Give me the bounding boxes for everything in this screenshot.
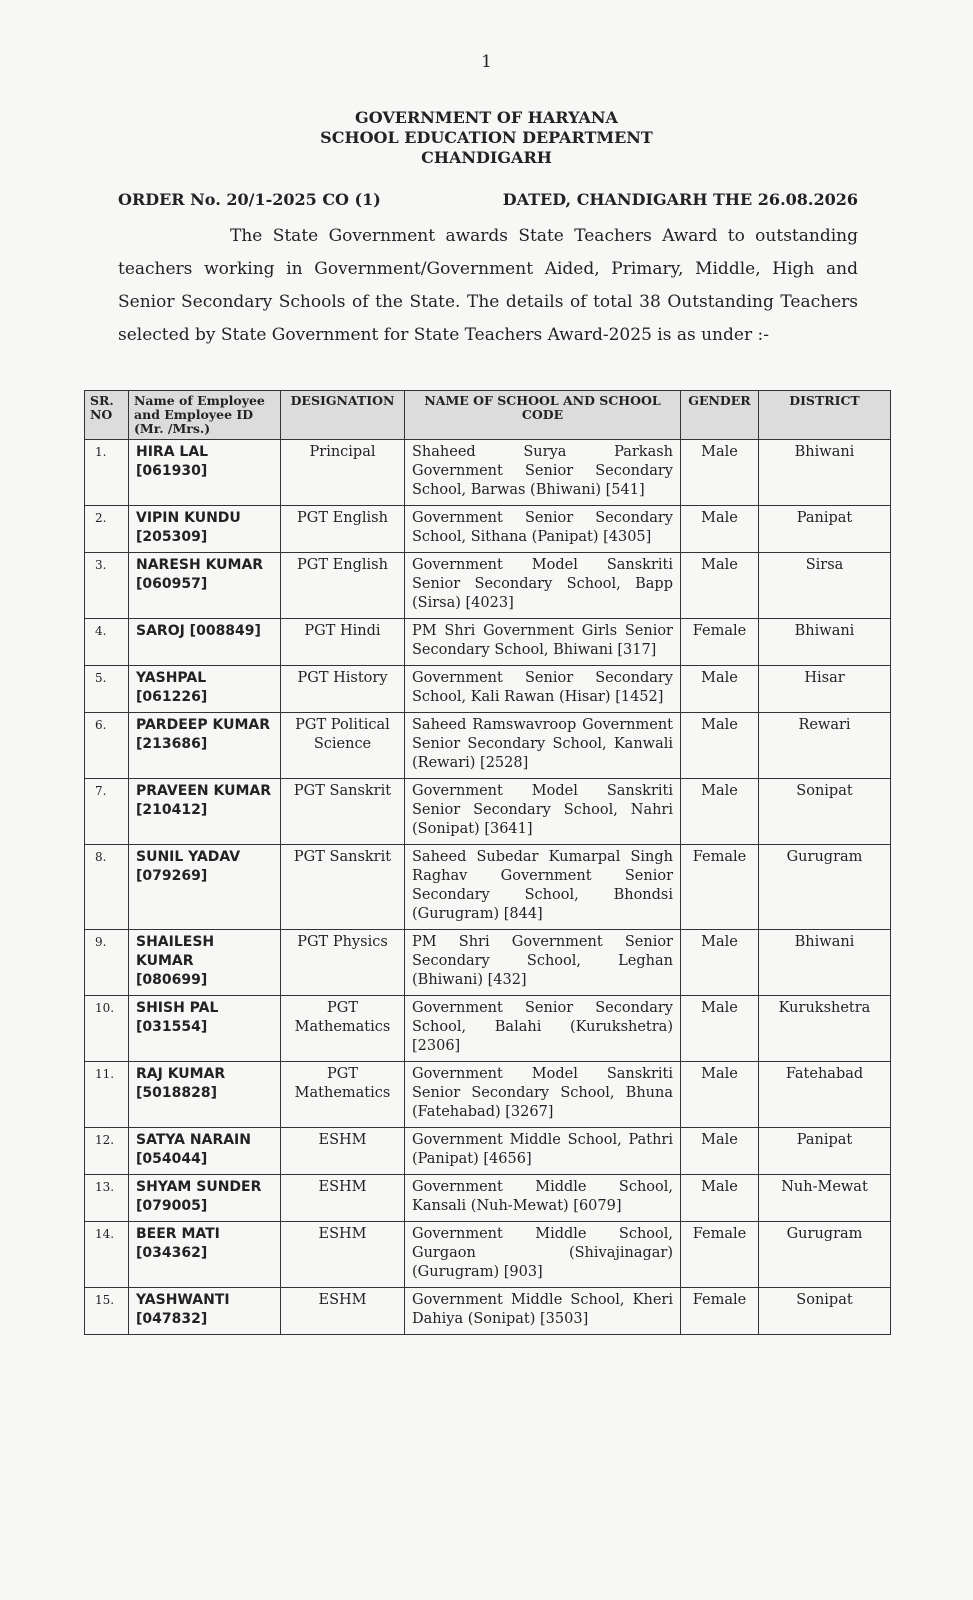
sr-no-cell: 12. [85, 1128, 129, 1175]
order-line [118, 190, 858, 209]
school-cell: Government Middle School, Pathri (Panipat) [4656] [405, 1128, 681, 1175]
gender-cell: Male [681, 666, 759, 713]
sr-no-cell: 14. [85, 1222, 129, 1288]
employee-id: [031554] [136, 1019, 208, 1035]
table-row [85, 619, 891, 666]
school-cell: Shaheed Surya Parkash Government Senior Secondary School, Barwas (Bhiwani) [541] [405, 440, 681, 506]
sr-no-cell: 6. [85, 713, 129, 779]
school-cell: Government Model Sanskriti Senior Secondary School, Bapp (Sirsa) [4023] [405, 553, 681, 619]
school-cell: Government Model Sanskriti Senior Secondary School, Bhuna (Fatehabad) [3267] [405, 1062, 681, 1128]
gender-cell: Male [681, 930, 759, 996]
sr-no-cell: 11. [85, 1062, 129, 1128]
gender-cell: Female [681, 619, 759, 666]
gender-cell: Male [681, 1062, 759, 1128]
employee-name-cell [129, 845, 281, 930]
document-header [0, 108, 973, 168]
school-cell: Government Middle School, Kheri Dahiya (Sonipat) [3503] [405, 1288, 681, 1335]
employee-id: [034362] [136, 1245, 208, 1261]
gender-cell: Male [681, 506, 759, 553]
employee-id: [054044] [136, 1151, 208, 1167]
school-cell: PM Shri Government Girls Senior Secondary School, Bhiwani [317] [405, 619, 681, 666]
designation-cell: PGT History [281, 666, 405, 713]
sr-no-cell: 10. [85, 996, 129, 1062]
employee-id: [060957] [136, 576, 208, 592]
district-cell: Hisar [759, 666, 891, 713]
designation-cell: PGT Hindi [281, 619, 405, 666]
employee-name: SUNIL YADAV [136, 849, 241, 865]
gender-cell: Male [681, 1128, 759, 1175]
order-date: DATED, CHANDIGARH THE 26.08.2026 [502, 190, 858, 209]
designation-cell: ESHM [281, 1128, 405, 1175]
employee-name: BEER MATI [136, 1226, 220, 1242]
district-cell: Fatehabad [759, 1062, 891, 1128]
gender-cell: Male [681, 996, 759, 1062]
table-body [85, 440, 891, 1335]
designation-cell: ESHM [281, 1175, 405, 1222]
employee-id: [047832] [136, 1311, 208, 1327]
sr-no-cell: 5. [85, 666, 129, 713]
gender-cell: Male [681, 1175, 759, 1222]
designation-cell: PGT Sanskrit [281, 779, 405, 845]
employee-name-cell [129, 1062, 281, 1128]
header-gender: GENDER [681, 391, 759, 440]
employee-id: [079005] [136, 1198, 208, 1214]
district-cell: Bhiwani [759, 440, 891, 506]
employee-id: [213686] [136, 736, 208, 752]
district-cell: Sonipat [759, 1288, 891, 1335]
table-row [85, 506, 891, 553]
sr-no-cell: 7. [85, 779, 129, 845]
table-row [85, 845, 891, 930]
table-row [85, 440, 891, 506]
employee-name-cell [129, 1128, 281, 1175]
district-cell: Panipat [759, 506, 891, 553]
employee-name: SHYAM SUNDER [136, 1179, 262, 1195]
table-row [85, 1128, 891, 1175]
employee-name-cell [129, 1288, 281, 1335]
gender-cell: Female [681, 1288, 759, 1335]
designation-cell: PGT English [281, 553, 405, 619]
awardees-table [84, 390, 891, 1335]
school-cell: Government Model Sanskriti Senior Secondary School, Nahri (Sonipat) [3641] [405, 779, 681, 845]
school-cell: PM Shri Government Senior Secondary School, Leghan (Bhiwani) [432] [405, 930, 681, 996]
district-cell: Sirsa [759, 553, 891, 619]
table-header-row [85, 391, 891, 440]
gender-cell: Male [681, 440, 759, 506]
employee-name-cell [129, 779, 281, 845]
gender-cell: Male [681, 713, 759, 779]
table-row [85, 1288, 891, 1335]
employee-id: [061226] [136, 689, 208, 705]
designation-cell: ESHM [281, 1288, 405, 1335]
district-cell: Panipat [759, 1128, 891, 1175]
sr-no-cell: 3. [85, 553, 129, 619]
header-designation: DESIGNATION [281, 391, 405, 440]
employee-id: [5018828] [136, 1085, 217, 1101]
employee-id: [079269] [136, 868, 208, 884]
employee-name-cell [129, 666, 281, 713]
sr-no-cell: 15. [85, 1288, 129, 1335]
designation-cell: Principal [281, 440, 405, 506]
school-cell: Government Middle School, Gurgaon (Shivajinagar) (Gurugram) [903] [405, 1222, 681, 1288]
page-number: 1 [481, 52, 492, 72]
table-row [85, 1222, 891, 1288]
school-cell: Government Senior Secondary School, Balahi (Kurukshetra) [2306] [405, 996, 681, 1062]
employee-name: SHISH PAL [136, 1000, 219, 1016]
district-cell: Gurugram [759, 845, 891, 930]
sr-no-cell: 8. [85, 845, 129, 930]
employee-name-cell [129, 930, 281, 996]
employee-name: NARESH KUMAR [136, 557, 264, 573]
employee-name: RAJ KUMAR [136, 1066, 226, 1082]
employee-name-cell [129, 1175, 281, 1222]
school-cell: Government Senior Secondary School, Sithana (Panipat) [4305] [405, 506, 681, 553]
designation-cell: PGT Physics [281, 930, 405, 996]
order-number: ORDER No. 20/1-2025 CO (1) [118, 190, 381, 209]
employee-name-cell [129, 1222, 281, 1288]
header-city: CHANDIGARH [421, 148, 552, 167]
employee-name: YASHPAL [136, 670, 207, 686]
district-cell: Gurugram [759, 1222, 891, 1288]
designation-cell: PGT Mathematics [281, 1062, 405, 1128]
employee-name: PRAVEEN KUMAR [136, 783, 271, 799]
gender-cell: Male [681, 779, 759, 845]
header-department: SCHOOL EDUCATION DEPARTMENT [320, 128, 653, 147]
table-row [85, 779, 891, 845]
sr-no-cell: 9. [85, 930, 129, 996]
gender-cell: Female [681, 845, 759, 930]
gender-cell: Female [681, 1222, 759, 1288]
sr-no-cell: 1. [85, 440, 129, 506]
gender-cell: Male [681, 553, 759, 619]
header-government: GOVERNMENT OF HARYANA [355, 108, 618, 127]
designation-cell: PGT Political Science [281, 713, 405, 779]
employee-name-cell [129, 506, 281, 553]
employee-name: SHAILESH KUMAR [136, 934, 215, 969]
table-row [85, 666, 891, 713]
table-row [85, 930, 891, 996]
employee-name: PARDEEP KUMAR [136, 717, 270, 733]
district-cell: Kurukshetra [759, 996, 891, 1062]
table-row [85, 553, 891, 619]
district-cell: Rewari [759, 713, 891, 779]
employee-name: HIRA LAL [136, 444, 209, 460]
employee-name: YASHWANTI [136, 1292, 230, 1308]
designation-cell: PGT Mathematics [281, 996, 405, 1062]
employee-name-cell [129, 440, 281, 506]
header-school: NAME OF SCHOOL AND SCHOOL CODE [405, 391, 681, 440]
sr-no-cell: 4. [85, 619, 129, 666]
district-cell: Bhiwani [759, 930, 891, 996]
employee-id: [205309] [136, 529, 208, 545]
employee-name-cell [129, 996, 281, 1062]
employee-name: SAROJ [008849] [136, 623, 261, 639]
employee-id: [061930] [136, 463, 208, 479]
table-row [85, 1175, 891, 1222]
employee-id: [210412] [136, 802, 208, 818]
header-sr-no: SR. NO [85, 391, 129, 440]
employee-name-cell [129, 713, 281, 779]
school-cell: Government Middle School, Kansali (Nuh-Mewat) [6079] [405, 1175, 681, 1222]
district-cell: Bhiwani [759, 619, 891, 666]
employee-name: VIPIN KUNDU [136, 510, 241, 526]
designation-cell: ESHM [281, 1222, 405, 1288]
sr-no-cell: 13. [85, 1175, 129, 1222]
employee-name-cell [129, 553, 281, 619]
school-cell: Saheed Subedar Kumarpal Singh Raghav Government Senior Secondary School, Bhondsi (Gurugram) [844] [405, 845, 681, 930]
intro-paragraph: The State Government awards State Teachers Award to outstanding teachers working in Government/Government Aided, Primary, Middle, High and Senior Secondary Schools of the State. The details of total 38 Outstanding Teachers selected by State Government for State Teachers Award-2025 is as under :- [118, 226, 858, 345]
school-cell: Government Senior Secondary School, Kali Rawan (Hisar) [1452] [405, 666, 681, 713]
school-cell: Saheed Ramswavroop Government Senior Secondary School, Kanwali (Rewari) [2528] [405, 713, 681, 779]
designation-cell: PGT English [281, 506, 405, 553]
sr-no-cell: 2. [85, 506, 129, 553]
designation-cell: PGT Sanskrit [281, 845, 405, 930]
header-district: DISTRICT [759, 391, 891, 440]
table-row [85, 713, 891, 779]
table-row [85, 996, 891, 1062]
employee-name: SATYA NARAIN [136, 1132, 251, 1148]
table-row [85, 1062, 891, 1128]
employee-id: [080699] [136, 972, 208, 988]
employee-name-cell [129, 619, 281, 666]
district-cell: Sonipat [759, 779, 891, 845]
header-name: Name of Employee and Employee ID (Mr. /Mrs.) [129, 391, 281, 440]
district-cell: Nuh-Mewat [759, 1175, 891, 1222]
